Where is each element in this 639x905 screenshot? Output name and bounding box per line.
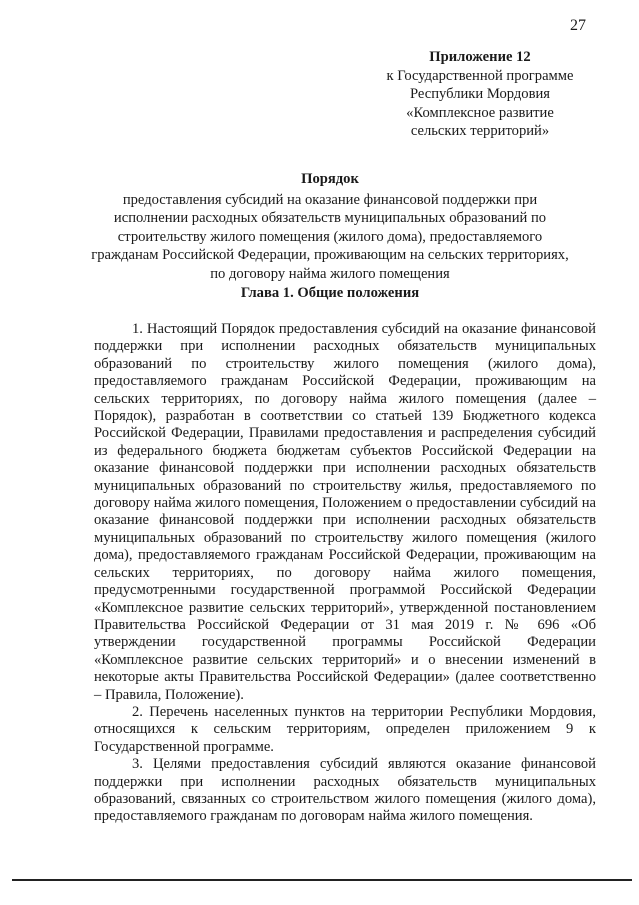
appendix-line: «Комплексное развитие — [406, 104, 554, 121]
document-subtitle-line: исполнении расходных обязательств муниципальных образований по — [113, 210, 547, 226]
page-bottom-rule — [12, 879, 632, 881]
appendix-title: Приложение 12 — [429, 49, 531, 65]
appendix-line: сельских территорий» — [410, 123, 550, 139]
paragraph: 1. Настоящий Порядок предоставления субсидий на оказание финансовой поддержки при исполнении расходных обязательств муниципальных образований по строительству жилого помещения (жилого дома), предоставляемого гражданам Российской Федерации, проживающим на сельских территориях, по договору найма жилого помещения (далее – Порядок), разработан в соответствии со статьей 139 Бюджетного кодекса Российской Федерации, Правилами предоставления и распределения субсидий из федерального бюджета бюджетам субъектов Российской Федерации на оказание финансовой поддержки при исполнении расходных обязательств муниципальных образований по строительству жилья, предоставляемого по договору найма жилого помещения, Положением о предоставлении субсидий на оказание финансовой поддержки при исполнении расходных обязательств муниципальных образований по строительству жилого помещения (жилого дома), предоставляемого гражданам Российской Федерации, проживающим на сельских территориях, по договору найма жилого помещения, предусмотренными государственной программой Российской Федерации «Комплексное развитие сельских территорий», утвержденной постановлением Правительства Российской Федерации от 31 мая 2019 г. № 696 «Об утверждении государственной программы Российской Федерации «Комплексное развитие сельских территорий» и о внесении изменений в некоторые акты Правительства Российской Федерации» (далее соответственно – Правила, Положение). — [94, 321, 596, 703]
page-number: 27 — [570, 17, 586, 34]
appendix-line: Республики Мордовия — [409, 86, 550, 102]
document-subtitle-line: предоставления субсидий на оказание финансовой поддержки при — [122, 191, 538, 208]
document-subtitle-line: строительству жилого помещения (жилого дома), предоставляемого — [117, 228, 543, 245]
document-heading — [80, 170, 580, 283]
document-subtitle-line: по договору найма жилого помещения — [210, 265, 450, 282]
paragraph: 2. Перечень населенных пунктов на территории Республики Мордовия, относящихся к сельским территориям, определен приложением 9 к Государственной программе. — [94, 703, 596, 755]
document-subtitle-line: гражданам Российской Федерации, проживающим на сельских территориях, — [91, 247, 569, 263]
document-title: Порядок — [301, 171, 359, 187]
document-body — [94, 321, 596, 826]
chapter-title: Глава 1. Общие положения — [240, 285, 420, 301]
appendix-block — [370, 48, 590, 141]
appendix-line: к Государственной программе — [386, 67, 574, 84]
paragraph: 3. Целями предоставления субсидий являются оказание финансовой поддержки при исполнении расходных обязательств муниципальных образований, связанных со строительством жилого помещения (жилого дома), предоставляемого гражданам по договорам найма жилого помещения. — [94, 756, 596, 825]
